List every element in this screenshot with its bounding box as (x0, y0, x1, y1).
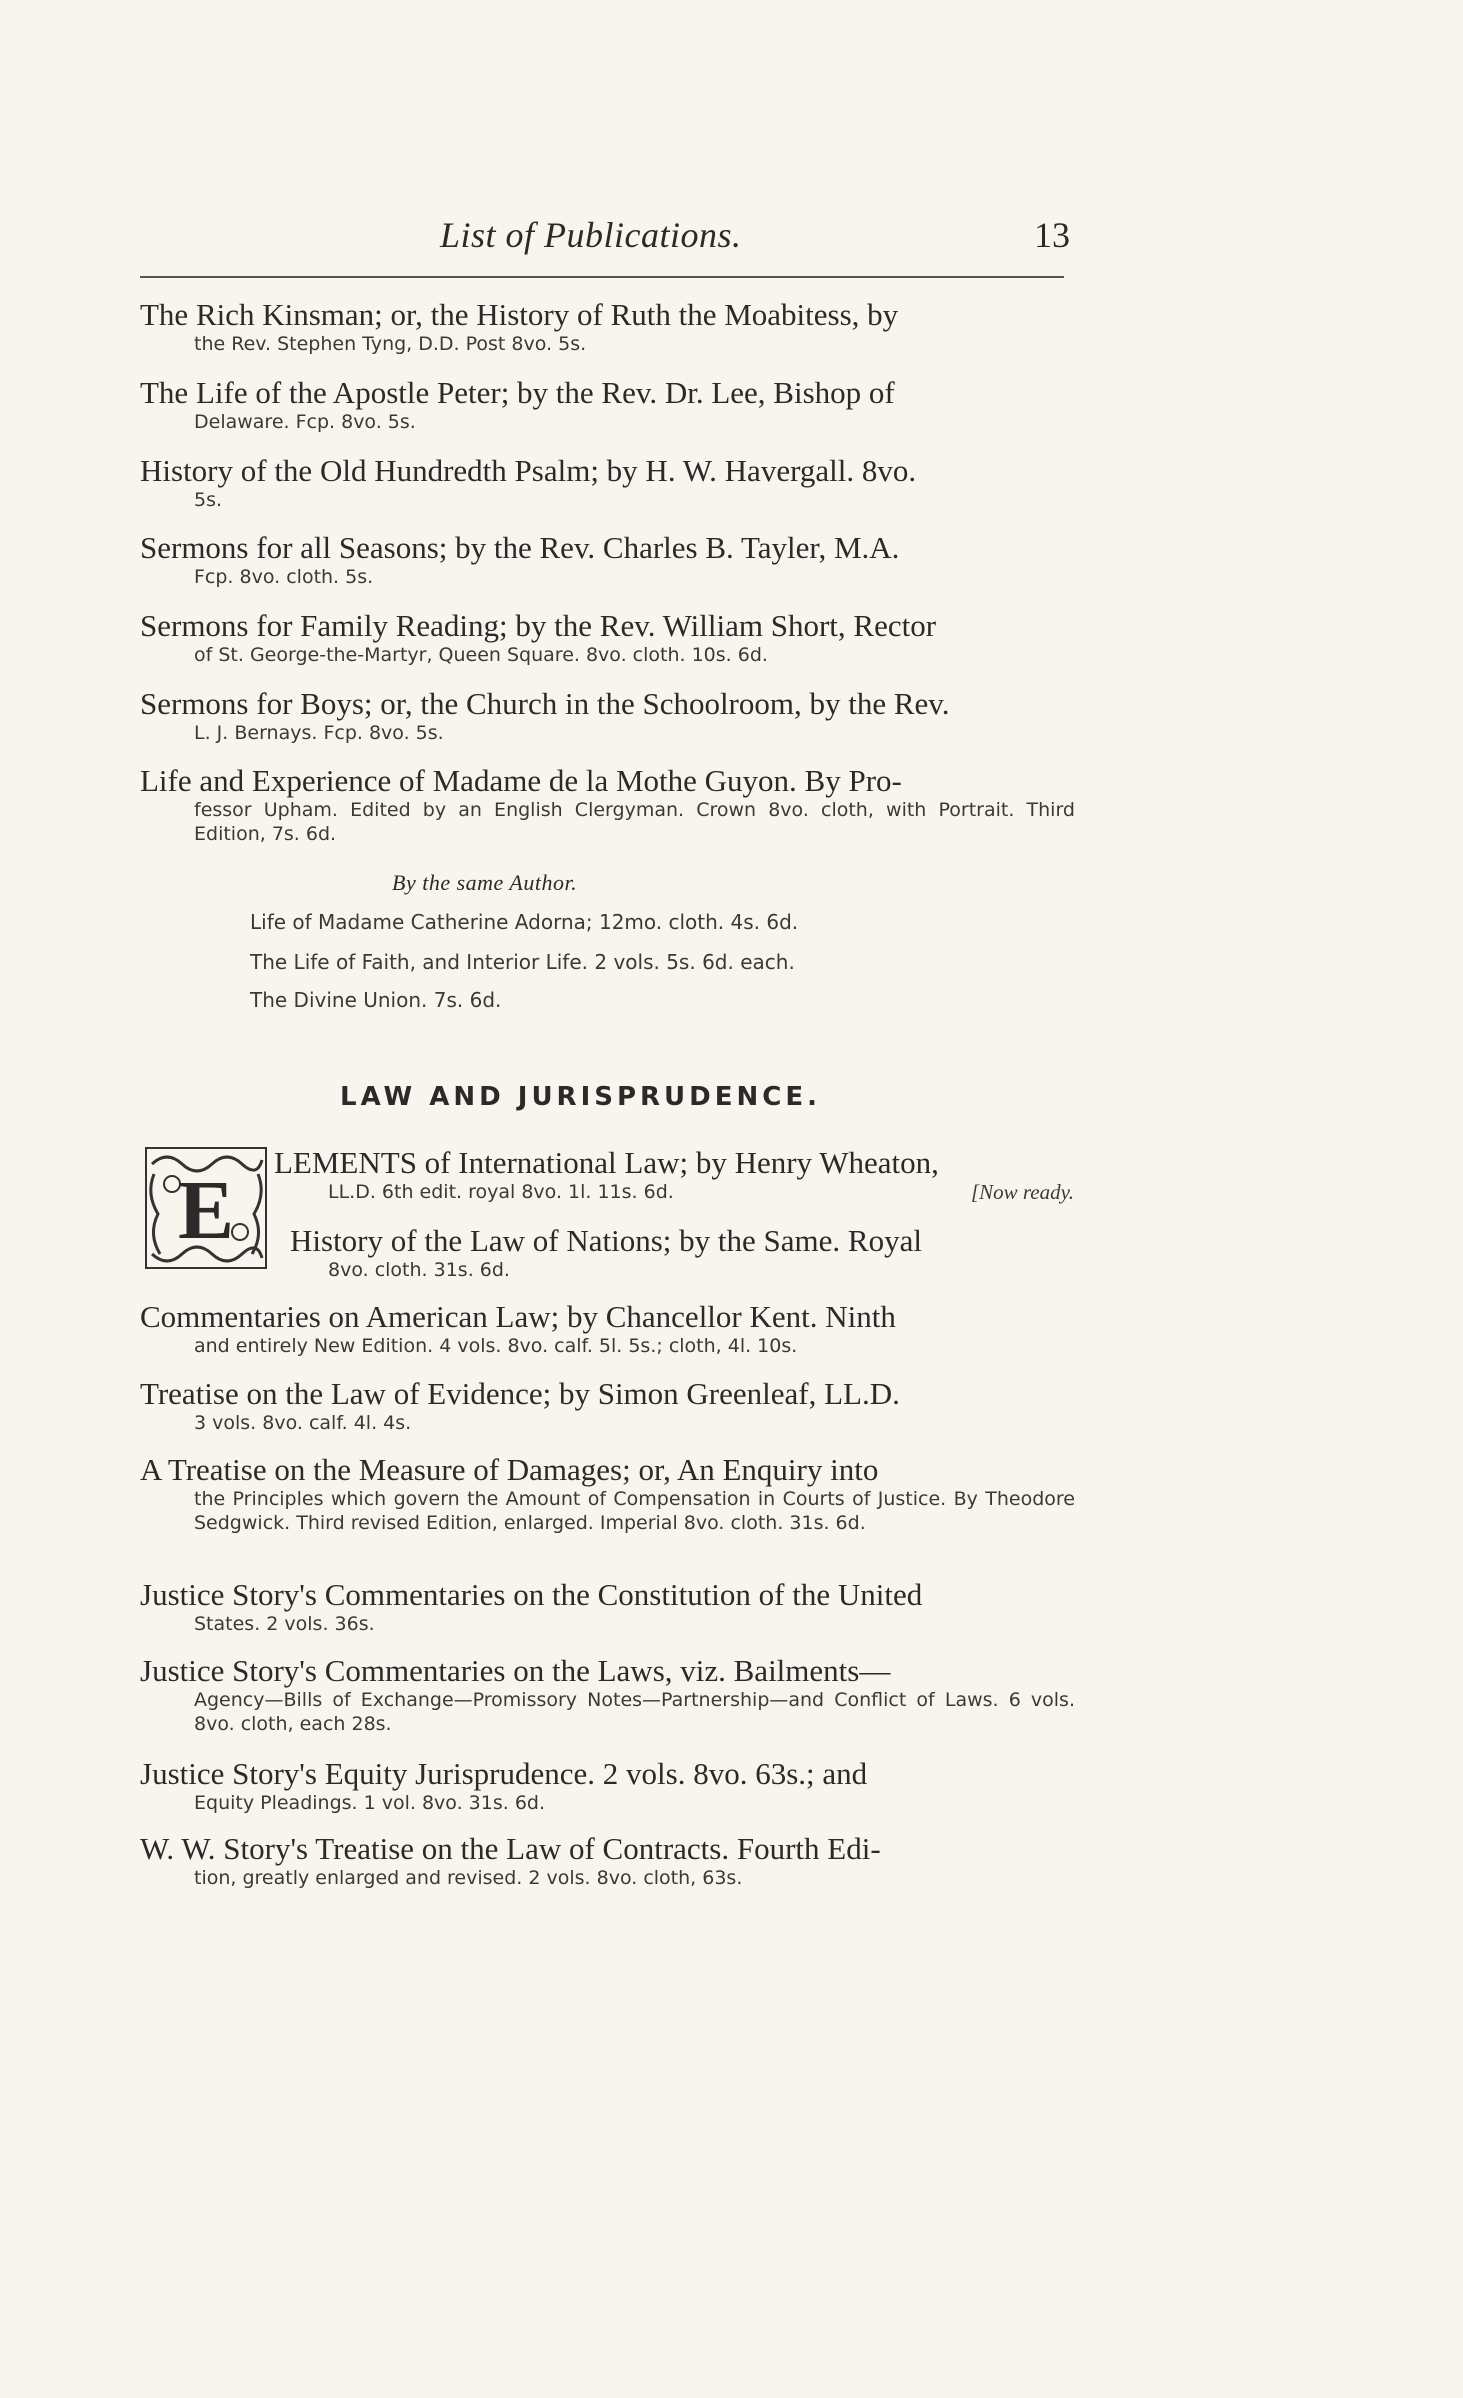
entry-title: Commentaries on American Law; by Chancellor Kent. Ninth (140, 1299, 896, 1334)
dropcap-letter: E (177, 1164, 235, 1257)
entry-details: 5s. (194, 489, 223, 511)
entry-title: W. W. Story's Treatise on the Law of Contracts. Fourth Edi- (140, 1831, 881, 1866)
entry-title: A Treatise on the Measure of Damages; or, An Enquiry into (140, 1452, 879, 1487)
entry-title: Justice Story's Equity Jurisprudence. 2 vols. 8vo. 63s.; and (140, 1756, 868, 1791)
entry-title: History of the Old Hundredth Psalm; by H. W. Havergall. 8vo. (140, 453, 917, 488)
entry-title: Sermons for Family Reading; by the Rev. William Short, Rector (140, 608, 937, 643)
entry-title: History of the Law of Nations; by the Same. Royal (290, 1223, 922, 1258)
entry-details: Equity Pleadings. 1 vol. 8vo. 31s. 6d. (194, 1792, 546, 1814)
entry-story-laws (140, 1654, 1075, 1736)
entry-details: fessor Upham. Edited by an English Clergyman. Crown 8vo. cloth, with Portrait. Third Edition, 7s. 6d. (194, 799, 1075, 845)
entry-title: Justice Story's Commentaries on the Laws, viz. Bailments— (140, 1653, 891, 1688)
entry-details-row (274, 1180, 1074, 1204)
entry-title: LEMENTS of International Law; by Henry Wheaton, (274, 1145, 939, 1180)
entry-details: 8vo. cloth. 31s. 6d. (328, 1259, 510, 1281)
entry-title: The Rich Kinsman; or, the History of Ruth the Moabitess, by (140, 297, 899, 332)
entry-hundredth-psalm (140, 454, 1075, 512)
ornamental-dropcap-icon (142, 1144, 270, 1272)
same-author-item: The Divine Union. 7s. 6d. (250, 988, 502, 1012)
entry-title: Sermons for Boys; or, the Church in the Schoolroom, by the Rev. (140, 686, 950, 721)
entry-title: The Life of the Apostle Peter; by the Rev. Dr. Lee, Bishop of (140, 375, 895, 410)
entry-title: Life and Experience of Madame de la Mothe Guyon. By Pro- (140, 763, 902, 798)
entry-sermons-seasons (140, 531, 1075, 589)
entry-kent-commentaries (140, 1300, 1075, 1358)
entry-story-constitution (140, 1578, 1075, 1636)
entry-wheaton-law-of-nations (290, 1224, 1075, 1282)
entry-details: Agency—Bills of Exchange—Promissory Notes—Partnership—and Conflict of Laws. 6 vols. 8vo. cloth, each 28s. (194, 1689, 1075, 1735)
entry-details: Fcp. 8vo. cloth. 5s. (194, 566, 374, 588)
entry-rich-kinsman (140, 298, 1075, 356)
entry-details: the Rev. Stephen Tyng, D.D. Post 8vo. 5s. (194, 333, 587, 355)
entry-title: Sermons for all Seasons; by the Rev. Charles B. Tayler, M.A. (140, 530, 900, 565)
entry-greenleaf-evidence (140, 1377, 1075, 1435)
entry-sedgwick-damages (140, 1453, 1075, 1535)
entry-sermons-boys (140, 687, 1075, 745)
header-rule (140, 276, 1064, 278)
entry-details: the Principles which govern the Amount of Compensation in Courts of Justice. By Theodore Sedgwick. Third revised Edition, enlarged. Imperial 8vo. cloth. 31s. 6d. (194, 1488, 1075, 1534)
entry-title: Treatise on the Law of Evidence; by Simon Greenleaf, LL.D. (140, 1376, 900, 1411)
same-author-item: The Life of Faith, and Interior Life. 2 vols. 5s. 6d. each. (250, 950, 795, 974)
entry-wheaton-international-law (274, 1146, 1074, 1204)
same-author-heading: By the same Author. (392, 870, 578, 895)
entry-details: Delaware. Fcp. 8vo. 5s. (194, 411, 416, 433)
page-title: List of Publications. (440, 215, 742, 255)
entry-details: 3 vols. 8vo. calf. 4l. 4s. (194, 1412, 412, 1434)
page-number: 13 (1034, 215, 1070, 255)
entry-sermons-family (140, 609, 1075, 667)
entry-details: of St. George-the-Martyr, Queen Square. 8vo. cloth. 10s. 6d. (194, 644, 768, 666)
entry-details: LL.D. 6th edit. royal 8vo. 1l. 11s. 6d. (328, 1181, 674, 1203)
same-author-item: Life of Madame Catherine Adorna; 12mo. cloth. 4s. 6d. (250, 910, 799, 934)
entry-story-contracts (140, 1832, 1075, 1890)
section-heading: LAW AND JURISPRUDENCE. (340, 1082, 821, 1112)
entry-title: Justice Story's Commentaries on the Constitution of the United (140, 1577, 923, 1612)
entry-apostle-peter (140, 376, 1075, 434)
entry-details: and entirely New Edition. 4 vols. 8vo. calf. 5l. 5s.; cloth, 4l. 10s. (194, 1335, 798, 1357)
now-ready-note: [Now ready. (970, 1180, 1074, 1204)
entry-details: L. J. Bernays. Fcp. 8vo. 5s. (194, 722, 444, 744)
running-head (140, 214, 1070, 264)
entry-madame-guyon (140, 764, 1075, 846)
entry-story-equity (140, 1757, 1075, 1815)
entry-details: tion, greatly enlarged and revised. 2 vols. 8vo. cloth, 63s. (194, 1867, 743, 1889)
entry-details: States. 2 vols. 36s. (194, 1613, 375, 1635)
